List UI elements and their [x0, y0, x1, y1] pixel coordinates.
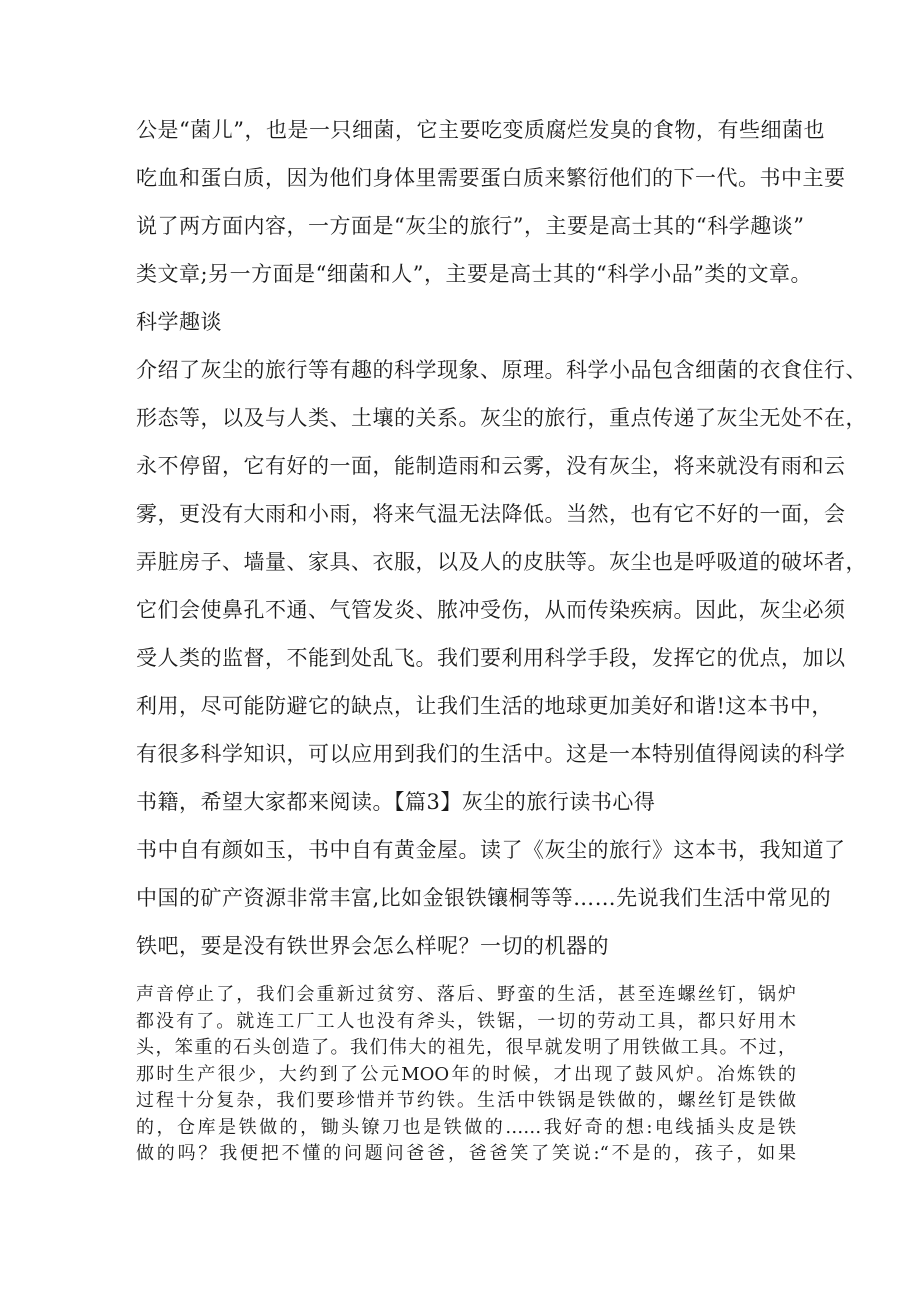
text-line: 弄脏房子、墙量、家具、衣服，以及人的皮肤等。灰尘也是呼吸道的破坏者，: [136, 550, 867, 574]
text-line: 铁吧，要是没有铁世界会怎么样呢？一切的机器的: [136, 934, 609, 958]
text-line: 形态等，以及与人类、土壤的关系。灰尘的旅行，重点传递了灰尘无处不在，: [136, 406, 867, 430]
text-line: 它们会使鼻孔不通、气管发炎、脓冲受伤，从而传染疾病。因此，灰尘必须: [136, 598, 846, 622]
text-line: 都没有了。就连工厂工人也没有斧头，铁锯，一切的劳动工具，都只好用木: [136, 1010, 796, 1032]
text-line: 那时生产很少，大约到了公元MOO年的时候，才出现了鼓风炉。冶炼铁的: [136, 1063, 796, 1085]
text-line: 利用，尽可能防避它的缺点，让我们生活的地球更加美好和谐!这本书中，: [136, 694, 833, 718]
text-line: 做的吗？我便把不懂的问题问爸爸，爸爸笑了笑说:“不是的，孩子，如果: [136, 1143, 796, 1164]
text-line: 过程十分复杂，我们要珍惜并节约铁。生活中铁锅是铁做的，螺丝钉是铁做: [136, 1090, 796, 1111]
text-line: 介绍了灰尘的旅行等有趣的科学现象、原理。科学小品包含细菌的衣食住行、: [136, 358, 867, 382]
text-line: 书籍，希望大家都来阅读。【篇3】灰尘的旅行读书心得: [136, 790, 656, 814]
text-line: 类文章;另一方面是“细菌和人”，主要是高士其的“科学小品”类的文章。: [136, 262, 813, 286]
text-line: 声音停止了，我们会重新过贫穷、落后、野蛮的生活，甚至连螺丝钉，锅炉: [136, 984, 796, 1005]
text-line: 书中自有颜如玉，书中自有黄金屋。读了《灰尘的旅行》这本书，我知道了: [136, 838, 846, 862]
text-line: 永不停留，它有好的一面，能制造雨和云雾，没有灰尘，将来就没有雨和云: [136, 454, 846, 478]
text-line: 公是“菌儿”，也是一只细菌，它主要吃变质腐烂发臭的食物，有些细菌也: [136, 118, 825, 142]
text-line: 说了两方面内容，一方面是“灰尘的旅行”，主要是高士其的“科学趣谈”: [136, 214, 805, 238]
text-line: 中国的矿产资源非常丰富,比如金银铁镶桐等等……先说我们生活中常见的: [136, 886, 832, 910]
text-line: 的，仓库是铁做的，锄头镣刀也是铁做的……我好奇的想:电线插头皮是铁: [136, 1116, 796, 1138]
text-line: 雾，更没有大雨和小雨，将来气温无法降低。当然，也有它不好的一面，会: [136, 502, 846, 526]
text-line: 有很多科学知识，可以应用到我们的生活中。这是一本特别值得阅读的科学: [136, 742, 846, 766]
text-block-lower: [136, 982, 796, 1168]
text-line: 吃血和蛋白质，因为他们身体里需要蛋白质来繁衍他们的下一代。书中主要: [136, 166, 846, 190]
text-line: 头，笨重的石头创造了。我们伟大的祖先，很早就发明了用铁做工具。不过，: [136, 1037, 796, 1058]
text-block-upper: [136, 112, 867, 976]
section-heading: 科学趣谈: [136, 310, 222, 334]
text-line: 受人类的监督，不能到处乱飞。我们要利用科学手段，发挥它的优点，加以: [136, 646, 846, 670]
